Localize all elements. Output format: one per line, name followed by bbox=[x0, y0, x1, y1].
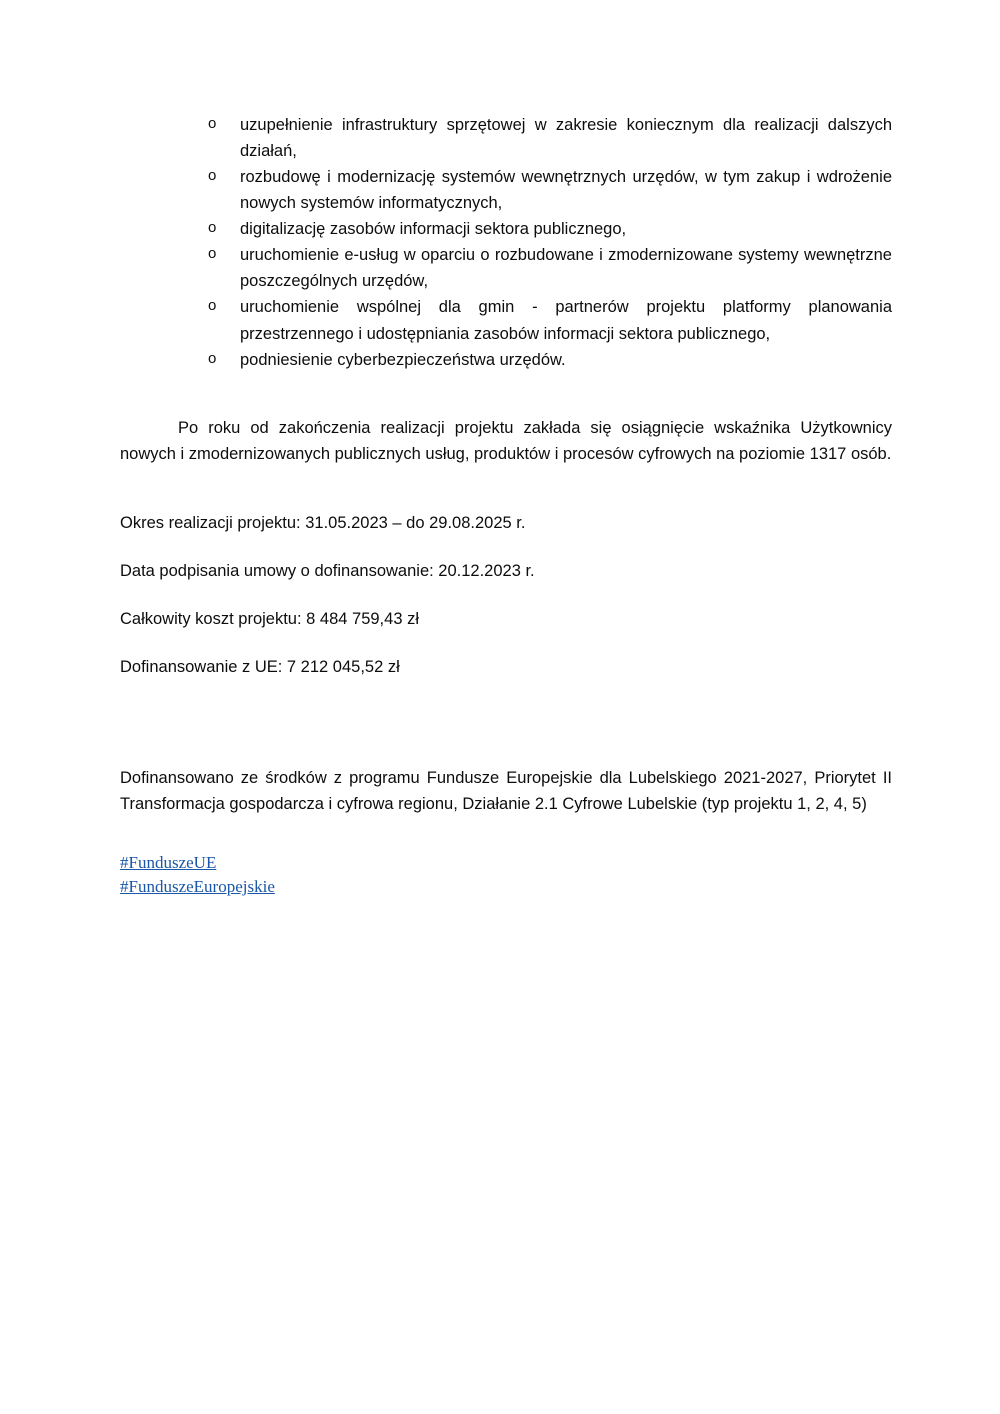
project-activities-list bbox=[120, 112, 892, 373]
list-bullet-marker: o bbox=[208, 349, 217, 367]
list-bullet-marker: o bbox=[208, 167, 217, 185]
fact-agreement-date: Data podpisania umowy o dofinansowanie: 20.12.2023 r. bbox=[120, 561, 535, 580]
list-item bbox=[120, 347, 892, 373]
hashtag-link-funduszeeuropejskie[interactable]: #FunduszeEuropejskie bbox=[120, 877, 275, 897]
list-item-label: uruchomienie wspólnej dla gmin - partnerów projektu platformy planowania przestrzennego i udostępniania zasobów informacji sektora publicznego, bbox=[240, 298, 892, 343]
spacer bbox=[120, 702, 892, 748]
list-item bbox=[120, 216, 892, 242]
list-item-label: uruchomienie e-usług w oparciu o rozbudowane i zmodernizowane systemy wewnętrzne poszczególnych urzędów, bbox=[240, 246, 892, 291]
hashtag-list bbox=[120, 851, 892, 899]
list-bullet-marker: o bbox=[208, 219, 217, 237]
document-body bbox=[120, 112, 892, 899]
fact-total-cost: Całkowity koszt projektu: 8 484 759,43 zł bbox=[120, 609, 419, 628]
list-bullet-marker: o bbox=[208, 245, 217, 263]
funding-source-paragraph: Dofinansowano ze środków z programu Fundusze Europejskie dla Lubelskiego 2021-2027, Priorytet II Transformacja gospodarcza i cyfrowa regionu, Działanie 2.1 Cyfrowe Lubelskie (typ projektu 1, 2, 4, 5) bbox=[120, 768, 892, 813]
list-bullet-marker: o bbox=[208, 115, 217, 132]
indicator-paragraph: Po roku od zakończenia realizacji projektu zakłada się osiągnięcie wskaźnika Użytkownicy nowych i zmodernizowanych publicznych usług, produktów i procesów cyfrowych na poziomie 1317 osób. bbox=[120, 419, 892, 464]
fact-project-period: Okres realizacji projektu: 31.05.2023 – do 29.08.2025 r. bbox=[120, 513, 526, 532]
list-item-label: uzupełnienie infrastruktury sprzętowej w zakresie koniecznym dla realizacji dalszych działań, bbox=[240, 116, 892, 161]
spacer bbox=[120, 373, 892, 399]
list-item bbox=[120, 242, 892, 294]
list-item bbox=[120, 294, 892, 346]
hashtag-link-funduszeue[interactable]: #FunduszeUE bbox=[120, 853, 217, 873]
spacer bbox=[120, 833, 892, 851]
list-item bbox=[120, 112, 892, 164]
list-bullet-marker: o bbox=[208, 297, 217, 315]
list-item bbox=[120, 164, 892, 216]
list-item-label: digitalizację zasobów informacji sektora publicznego, bbox=[240, 220, 627, 239]
spacer bbox=[120, 484, 892, 510]
fact-eu-funding: Dofinansowanie z UE: 7 212 045,52 zł bbox=[120, 657, 400, 676]
list-item-label: rozbudowę i modernizację systemów wewnętrznych urzędów, w tym zakup i wdrożenie nowych systemów informatycznych, bbox=[240, 168, 892, 213]
list-item-label: podniesienie cyberbezpieczeństwa urzędów. bbox=[240, 350, 566, 369]
